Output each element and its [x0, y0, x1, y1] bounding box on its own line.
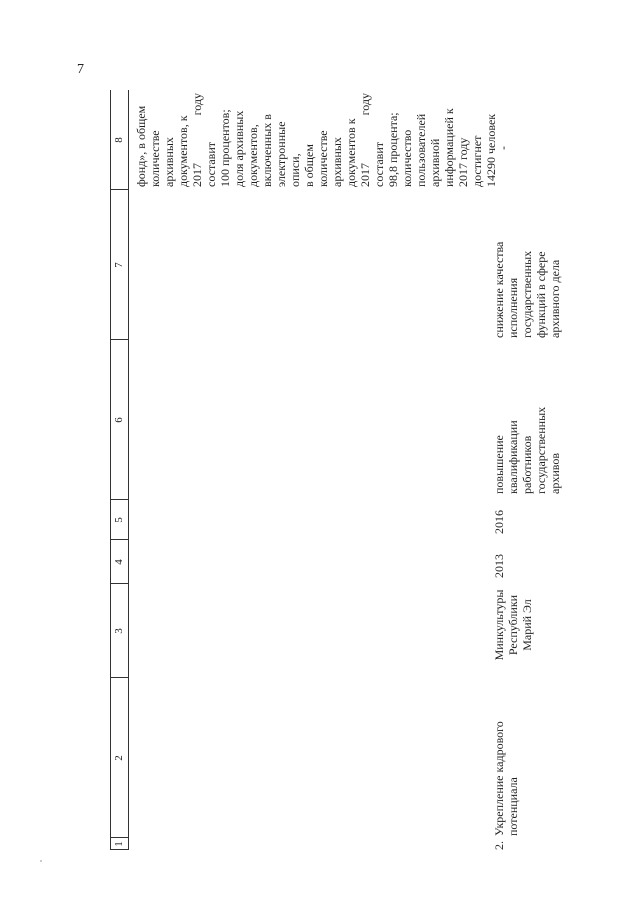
- page-number: 7: [77, 62, 84, 77]
- expected-result: повышение квалификации работников государственных архивов: [492, 406, 562, 494]
- column-header-6: 6: [113, 417, 125, 423]
- column-header-8: 8: [113, 137, 125, 143]
- indicator-link: -: [496, 146, 510, 150]
- scan-speck: [40, 860, 42, 862]
- executor: Минкультуры Республики Марий Эл: [492, 589, 534, 661]
- column-header-4: 4: [113, 559, 125, 565]
- row-number: 2.: [492, 841, 506, 850]
- end-year: 2016: [492, 510, 506, 534]
- column-header-3: 3: [113, 628, 125, 634]
- consequence-of-non-implementation: снижение качества исполнения государственных функций в сфере архивного дела: [492, 241, 562, 338]
- measure-name: Укрепление кадрового потенциала: [492, 721, 520, 836]
- start-year: 2013: [492, 554, 506, 578]
- column-header-2: 2: [113, 755, 125, 761]
- indicator-continuation: фонд», в общем количестве архивных документов, к 2017 году составит 100 процентов; доля архивных документов, включенных в электронные описи, в общем количестве архивных документов к 2017 году составит 98,8 процента; количество пользователей архивной информацией к 2017 году достигнет 14290 человек: [134, 93, 498, 187]
- column-header-1: 1: [113, 841, 125, 847]
- header-top-border: [110, 90, 111, 850]
- header-bottom-border: [128, 90, 129, 850]
- column-header-7: 7: [113, 262, 125, 268]
- column-header-5: 5: [113, 517, 125, 523]
- document-table: [110, 90, 630, 850]
